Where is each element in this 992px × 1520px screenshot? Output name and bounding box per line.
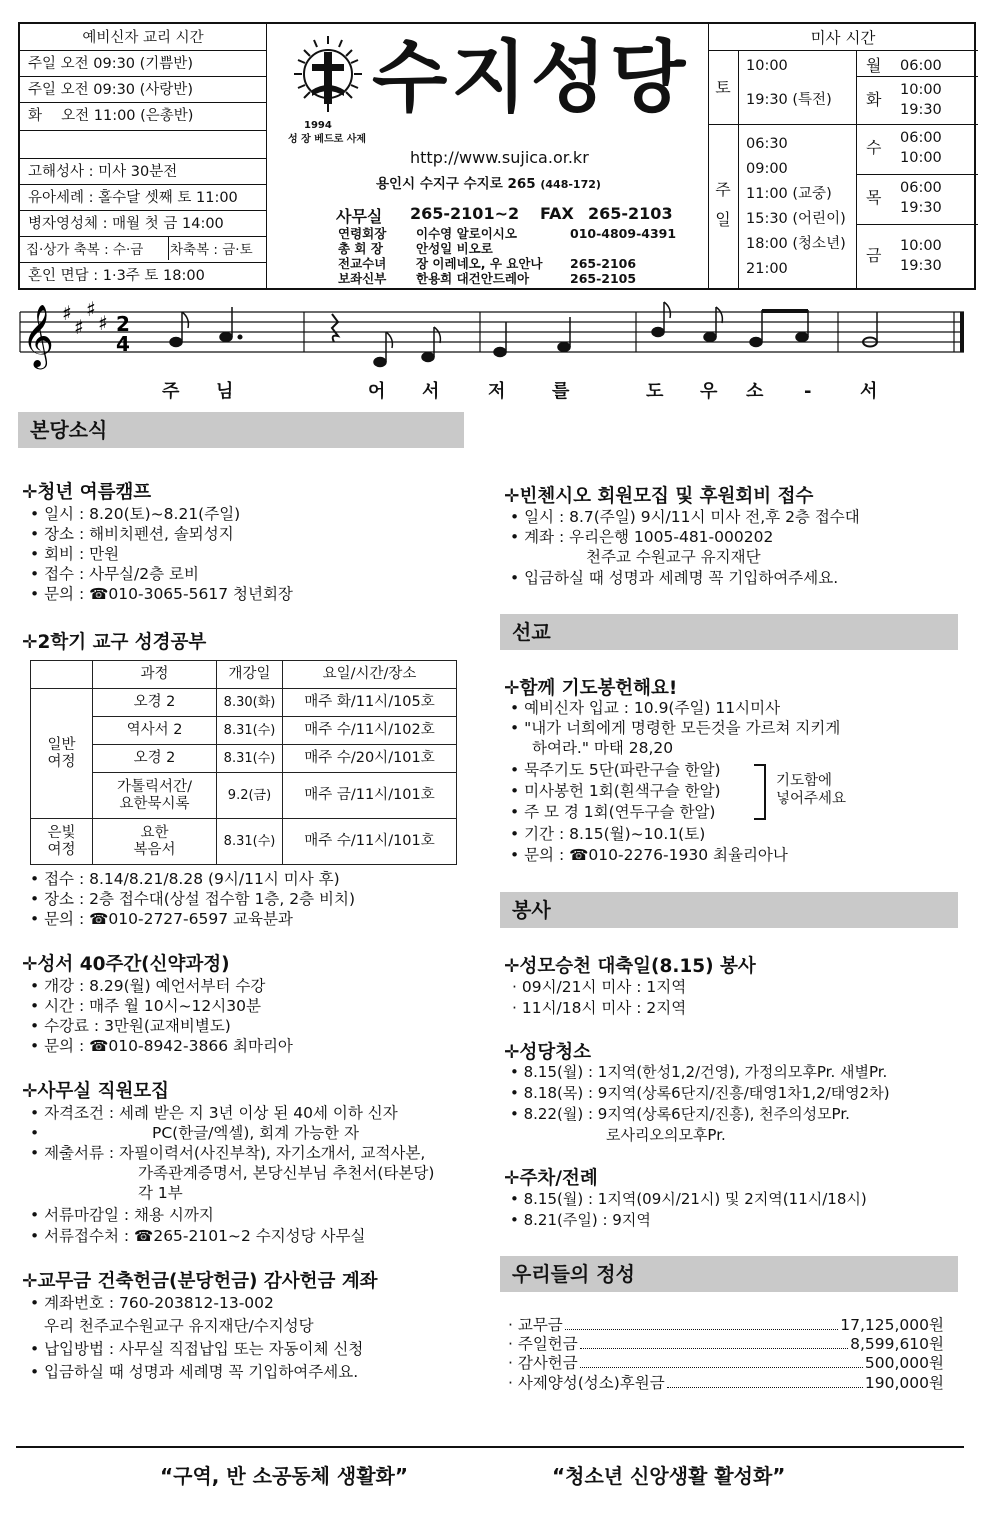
weekday-label: 수 xyxy=(866,138,882,157)
office-label: 사무실 xyxy=(336,207,383,226)
bible40-title: ✛성서 40주간(신약과정) xyxy=(22,954,230,975)
table-header: 요일/시간/장소 xyxy=(283,661,457,689)
mass-time: 19:30 xyxy=(900,200,942,216)
list-item-cont: 천주교 수원교구 유지재단 xyxy=(586,548,761,566)
mass-time: 06:30 xyxy=(746,136,788,152)
list-item: • 주 모 경 1회(연두구슬 한알) xyxy=(510,803,716,821)
svg-text:♯: ♯ xyxy=(86,297,96,321)
cross-icon: ✛ xyxy=(504,1168,520,1189)
divider xyxy=(20,76,266,77)
list-item-cont: 우리 천주교수원교구 유지재단/수지성당 xyxy=(44,1317,314,1335)
staff-name: 이수영 알로이시오 xyxy=(416,226,517,241)
course-name: 가톨릭서간/ 요한묵시록 xyxy=(93,773,217,819)
offering-amount: 500,000원 xyxy=(864,1354,944,1372)
course-start: 9.2(금) xyxy=(217,773,283,819)
list-item: • 접수 : 8.14/8.21/8.28 (9시/11시 미사 후) xyxy=(30,870,340,888)
table-row xyxy=(31,689,457,717)
divider xyxy=(168,236,169,260)
treble-clef-icon: 𝄞 xyxy=(22,304,54,367)
mass-time: 10:00 xyxy=(900,238,942,254)
house-blessing: 집·상가 축복 : 수·금 xyxy=(26,242,144,258)
course-start: 8.31(수) xyxy=(217,745,283,773)
list-item: • 예비신자 입교 : 10.9(주일) 11시미사 xyxy=(510,699,781,717)
course-start: 8.31(수) xyxy=(217,819,283,865)
course-detail: 매주 수/20시/101호 xyxy=(283,745,457,773)
offering-name: 감사헌금 xyxy=(517,1354,578,1372)
info-row: 병자영성체 : 매월 첫 금 14:00 xyxy=(28,216,224,232)
course-name: 오경 2 xyxy=(93,745,217,773)
motto-right: “청소년 신앙생활 활성화” xyxy=(552,1464,786,1488)
mass-time: 19:30 (특전) xyxy=(746,92,832,108)
lyric: 를 xyxy=(552,381,570,402)
section-offerings: 우리들의 정성 xyxy=(500,1256,958,1292)
mass-time: 10:00 xyxy=(900,82,942,98)
mass-time: 06:00 xyxy=(900,180,942,196)
divider xyxy=(856,76,978,77)
list-item: • 문의 : ☎010-2727-6597 교육분과 xyxy=(30,910,293,928)
divider xyxy=(708,24,709,288)
church-address: 용인시 수지구 수지로 265 (448-172) xyxy=(376,176,601,192)
list-item: • 입금하실 때 성명과 세례명 꼭 기입하여주세요. xyxy=(510,569,839,587)
list-item: • 장소 : 해비치펜션, 솔뫼성지 xyxy=(30,525,234,543)
time-signature-top: 2 xyxy=(116,312,130,336)
mass-time: 18:00 (청소년) xyxy=(746,236,846,252)
divider xyxy=(708,124,856,125)
camp-title: ✛청년 여름캠프 xyxy=(22,482,152,503)
lyric: 주 xyxy=(162,381,180,402)
mass-time: 10:00 xyxy=(746,58,788,74)
svg-text:♯: ♯ xyxy=(62,301,72,325)
mass-time: 06:00 xyxy=(900,130,942,146)
list-item-cont: 각 1부 xyxy=(138,1184,183,1202)
course-detail: 매주 금/11시/101호 xyxy=(283,773,457,819)
mass-time: 21:00 xyxy=(746,261,788,277)
logo-year: 1994 xyxy=(304,120,332,131)
list-item: • 장소 : 2층 접수대(상설 접수함 1층, 2층 비치) xyxy=(30,890,355,908)
course-detail: 매주 수/11시/101호 xyxy=(283,819,457,865)
cross-icon: ✛ xyxy=(22,1271,38,1292)
list-item: • 8.22(월) : 9지역(상록6단지/진흥), 천주의성모Pr. xyxy=(510,1105,850,1123)
staff-name: 안성일 비오로 xyxy=(416,241,493,256)
car-blessing: 차축복 : 금·토 xyxy=(170,242,253,258)
website-url[interactable]: http://www.sujica.or.kr xyxy=(410,148,589,167)
saturday-label: 토 xyxy=(715,78,731,97)
table-header: 개강일 xyxy=(217,661,283,689)
list-item: • 접수 : 사무실/2층 로비 xyxy=(30,565,199,583)
offering-row: · 사제양성(성소)후원금 190,000원 xyxy=(508,1374,944,1392)
divider xyxy=(20,130,266,131)
list-item: • 8.15(월) : 1지역(09시/21시) 및 2지역(11시/18시) xyxy=(510,1190,867,1208)
course-start: 8.31(수) xyxy=(217,717,283,745)
divider xyxy=(20,184,266,185)
divider xyxy=(20,158,266,159)
svg-text:♯: ♯ xyxy=(74,315,84,339)
marriage-interview: 혼인 면담 : 1·3주 토 18:00 xyxy=(28,268,205,284)
list-item: • xyxy=(30,1124,40,1142)
divider xyxy=(856,50,857,288)
list-item: • 서류접수처 : ☎265-2101~2 수지성당 사무실 xyxy=(30,1227,366,1245)
course-name: 요한 복음서 xyxy=(93,819,217,865)
course-name: 역사서 2 xyxy=(93,717,217,745)
hymn-score xyxy=(14,290,978,410)
cross-icon: ✛ xyxy=(504,1042,520,1063)
weekday-label: 화 xyxy=(866,90,882,109)
staff-role: 전교수녀 xyxy=(338,256,387,271)
list-item: • 개강 : 8.29(월) 예언서부터 수강 xyxy=(30,977,266,995)
staff-role: 총 회 장 xyxy=(338,241,383,256)
section-parish-news: 본당소식 xyxy=(18,412,464,448)
lyric: - xyxy=(804,381,812,402)
list-item: • 제출서류 : 자필이력서(사진부착), 자기소개서, 교적사본, xyxy=(30,1144,426,1162)
lyric: 저 xyxy=(488,381,506,402)
sunday-label-2: 일 xyxy=(715,210,731,229)
staff-tel: 265-2106 xyxy=(570,256,637,271)
list-item: • 자격조건 : 세례 받은 지 3년 이상 된 40세 이하 신자 xyxy=(30,1104,398,1122)
offering-name: 사제양성(성소)후원금 xyxy=(517,1374,665,1392)
course-name: 오경 2 xyxy=(93,689,217,717)
catechism-row: 화 오전 11:00 (은총반) xyxy=(28,108,194,124)
lyric: 서 xyxy=(422,381,440,402)
table-header xyxy=(31,661,93,689)
mass-title: 미사 시간 xyxy=(810,29,876,47)
course-detail: 매주 화/11시/105호 xyxy=(283,689,457,717)
rest-icon xyxy=(332,314,338,342)
list-item: • 일시 : 8.20(토)~8.21(주일) xyxy=(30,505,241,523)
divider xyxy=(856,124,978,125)
list-item: • 시간 : 매주 월 10시~12시30분 xyxy=(30,997,261,1015)
offering-amount: 17,125,000원 xyxy=(840,1316,944,1334)
list-item: • 8.18(목) : 9지역(상록6단지/진흥/태영1차1,2/태영2차) xyxy=(510,1084,890,1102)
list-item-cont: PC(한글/엑셀), 회계 가능한 자 xyxy=(152,1124,359,1142)
staff-name: 장 이레네오, 우 요안나 xyxy=(416,256,543,271)
divider xyxy=(20,210,266,211)
list-item: • 문의 : ☎010-3065-5617 청년회장 xyxy=(30,585,293,603)
table-row xyxy=(31,745,457,773)
cross-icon: ✛ xyxy=(22,954,38,975)
mass-time: 09:00 xyxy=(746,161,788,177)
motto-left: “구역, 반 소공동체 생활화” xyxy=(160,1464,408,1488)
vincent-title: ✛빈첸시오 회원모집 및 후원회비 접수 xyxy=(504,486,814,507)
bracket-icon xyxy=(754,764,766,820)
mass-time: 19:30 xyxy=(900,102,942,118)
divider xyxy=(708,50,978,51)
logo-patron: 성 장 베드로 사제 xyxy=(288,134,367,145)
assumption-title: ✛성모승천 대축일(8.15) 봉사 xyxy=(504,956,756,977)
building-fund-title: ✛교무금 건축헌금(분당헌금) 감사헌금 계좌 xyxy=(22,1271,378,1292)
section-service: 봉사 xyxy=(500,892,958,928)
lyric: 님 xyxy=(216,381,234,402)
list-item: • 일시 : 8.7(주일) 9시/11시 미사 전,후 2층 접수대 xyxy=(510,508,860,526)
group-general: 일반 여정 xyxy=(31,689,93,819)
list-item: • 문의 : ☎010-8942-3866 최마리아 xyxy=(30,1037,293,1055)
time-signature-bottom: 4 xyxy=(116,332,130,356)
list-item: · 11시/18시 미사 : 2지역 xyxy=(512,999,687,1017)
course-detail: 매주 수/11시/102호 xyxy=(283,717,457,745)
cross-icon: ✛ xyxy=(504,678,520,699)
catechism-title: 예비신자 교리 시간 xyxy=(82,30,204,46)
mass-time: 19:30 xyxy=(900,258,942,274)
weekday-label: 금 xyxy=(866,246,882,265)
divider xyxy=(20,102,266,103)
bible-study-table xyxy=(30,660,457,865)
lyric: 우 xyxy=(700,381,718,402)
staff-recruit-title: ✛사무실 직원모집 xyxy=(22,1081,170,1102)
list-item: • 서류마감일 : 채용 시까지 xyxy=(30,1206,214,1224)
lyric: 도 xyxy=(646,381,664,402)
divider xyxy=(856,174,978,175)
prayer-title: ✛함께 기도봉헌해요! xyxy=(504,678,678,699)
list-item: • 계좌번호 : 760-203812-13-002 xyxy=(30,1294,274,1312)
section-mission: 선교 xyxy=(500,614,958,650)
office-tel: 265-2101~2 xyxy=(410,204,520,223)
cross-icon: ✛ xyxy=(22,1081,38,1102)
list-item: • 수강료 : 3만원(교재비별도) xyxy=(30,1017,231,1035)
staff-name: 한용희 대건안드레아 xyxy=(416,271,530,286)
table-header: 과정 xyxy=(93,661,217,689)
prayer-note: 넣어주세요 xyxy=(776,791,847,807)
mass-time: 15:30 (어린이) xyxy=(746,211,846,227)
mass-time: 10:00 xyxy=(900,150,942,166)
offering-amount: 190,000원 xyxy=(864,1374,944,1392)
info-row: 고해성사 : 미사 30분전 xyxy=(28,164,178,180)
list-item: • 계좌 : 우리은행 1005-481-000202 xyxy=(510,528,774,546)
church-name: 수지성당 xyxy=(372,33,690,123)
list-item: • 납입방법 : 사무실 직접납입 또는 자동이체 신청 xyxy=(30,1340,364,1358)
fax-label: FAX xyxy=(540,204,574,223)
list-item-cont: 하여라." 마태 28,20 xyxy=(532,739,674,757)
cross-icon: ✛ xyxy=(504,486,520,507)
table-row xyxy=(31,819,457,865)
fax-number: 265-2103 xyxy=(588,204,673,223)
offering-amount: 8,599,610원 xyxy=(850,1335,944,1353)
staff-tel: 265-2105 xyxy=(570,271,637,286)
list-item: • 입금하실 때 성명과 세례명 꼭 기입하여주세요. xyxy=(30,1363,359,1381)
sunday-label-1: 주 xyxy=(715,180,731,199)
divider xyxy=(738,50,739,288)
cross-icon: ✛ xyxy=(504,956,520,977)
bulletin-header xyxy=(18,22,976,290)
course-start: 8.30(화) xyxy=(217,689,283,717)
list-item: • 회비 : 만원 xyxy=(30,545,120,563)
cross-icon: ✛ xyxy=(22,632,38,653)
offering-row: · 주일헌금 8,599,610원 xyxy=(508,1335,944,1353)
table-row xyxy=(31,717,457,745)
lyric: 어 xyxy=(368,381,386,402)
offering-name: 교무금 xyxy=(517,1316,563,1334)
list-item-cont: 로사리오의모후Pr. xyxy=(606,1126,726,1144)
catechism-row: 주일 오전 09:30 (기쁨반) xyxy=(28,56,193,72)
list-item: • 문의 : ☎010-2276-1930 최율리아나 xyxy=(510,846,788,864)
offering-row: · 교무금 17,125,000원 xyxy=(508,1316,944,1334)
table-row xyxy=(31,773,457,819)
weekday-label: 월 xyxy=(866,56,882,75)
staff-role: 보좌신부 xyxy=(338,271,387,286)
divider xyxy=(20,236,266,237)
list-item: • 8.15(월) : 1지역(한성1,2/건영), 가정의모후Pr. 새별Pr. xyxy=(510,1063,888,1081)
divider xyxy=(266,24,267,288)
divider xyxy=(20,50,266,51)
weekday-label: 목 xyxy=(866,188,882,207)
divider xyxy=(856,224,978,225)
offering-name: 주일헌금 xyxy=(517,1335,578,1353)
catechism-row: 주일 오전 09:30 (사랑반) xyxy=(28,82,193,98)
bible-study-title: ✛2학기 교구 성경공부 xyxy=(22,632,207,653)
lyric: 소 xyxy=(746,381,764,402)
staff-role: 연령회장 xyxy=(338,226,387,241)
list-item-cont: 가족관계증명서, 본당신부님 추천서(타본당) xyxy=(138,1164,435,1182)
list-item: • "내가 너희에게 명령한 모든것을 가르쳐 지키게 xyxy=(510,719,841,737)
svg-text:♯: ♯ xyxy=(98,311,108,335)
list-item: • 묵주기도 5단(파란구슬 한알) xyxy=(510,761,721,779)
lyric: 서 xyxy=(860,381,878,402)
list-item: · 09시/21시 미사 : 1지역 xyxy=(512,978,687,996)
cleaning-title: ✛성당청소 xyxy=(504,1042,591,1063)
info-row: 유아세례 : 홀수달 셋째 토 11:00 xyxy=(28,190,238,206)
list-item: • 미사봉헌 1회(흰색구슬 한알) xyxy=(510,782,721,800)
prayer-note: 기도함에 xyxy=(776,773,833,789)
group-silver: 은빛 여정 xyxy=(31,819,93,865)
list-item: • 기간 : 8.15(월)~10.1(토) xyxy=(510,825,706,843)
divider xyxy=(20,262,266,263)
offering-row: · 감사헌금 500,000원 xyxy=(508,1354,944,1372)
staff-tel: 010-4809-4391 xyxy=(570,226,677,241)
parking-title: ✛주차/전례 xyxy=(504,1168,598,1189)
cross-icon: ✛ xyxy=(22,482,38,503)
mass-time: 11:00 (교중) xyxy=(746,186,832,202)
mass-time: 06:00 xyxy=(900,58,942,74)
list-item: • 8.21(주일) : 9지역 xyxy=(510,1211,651,1229)
footer-divider xyxy=(16,1446,964,1448)
